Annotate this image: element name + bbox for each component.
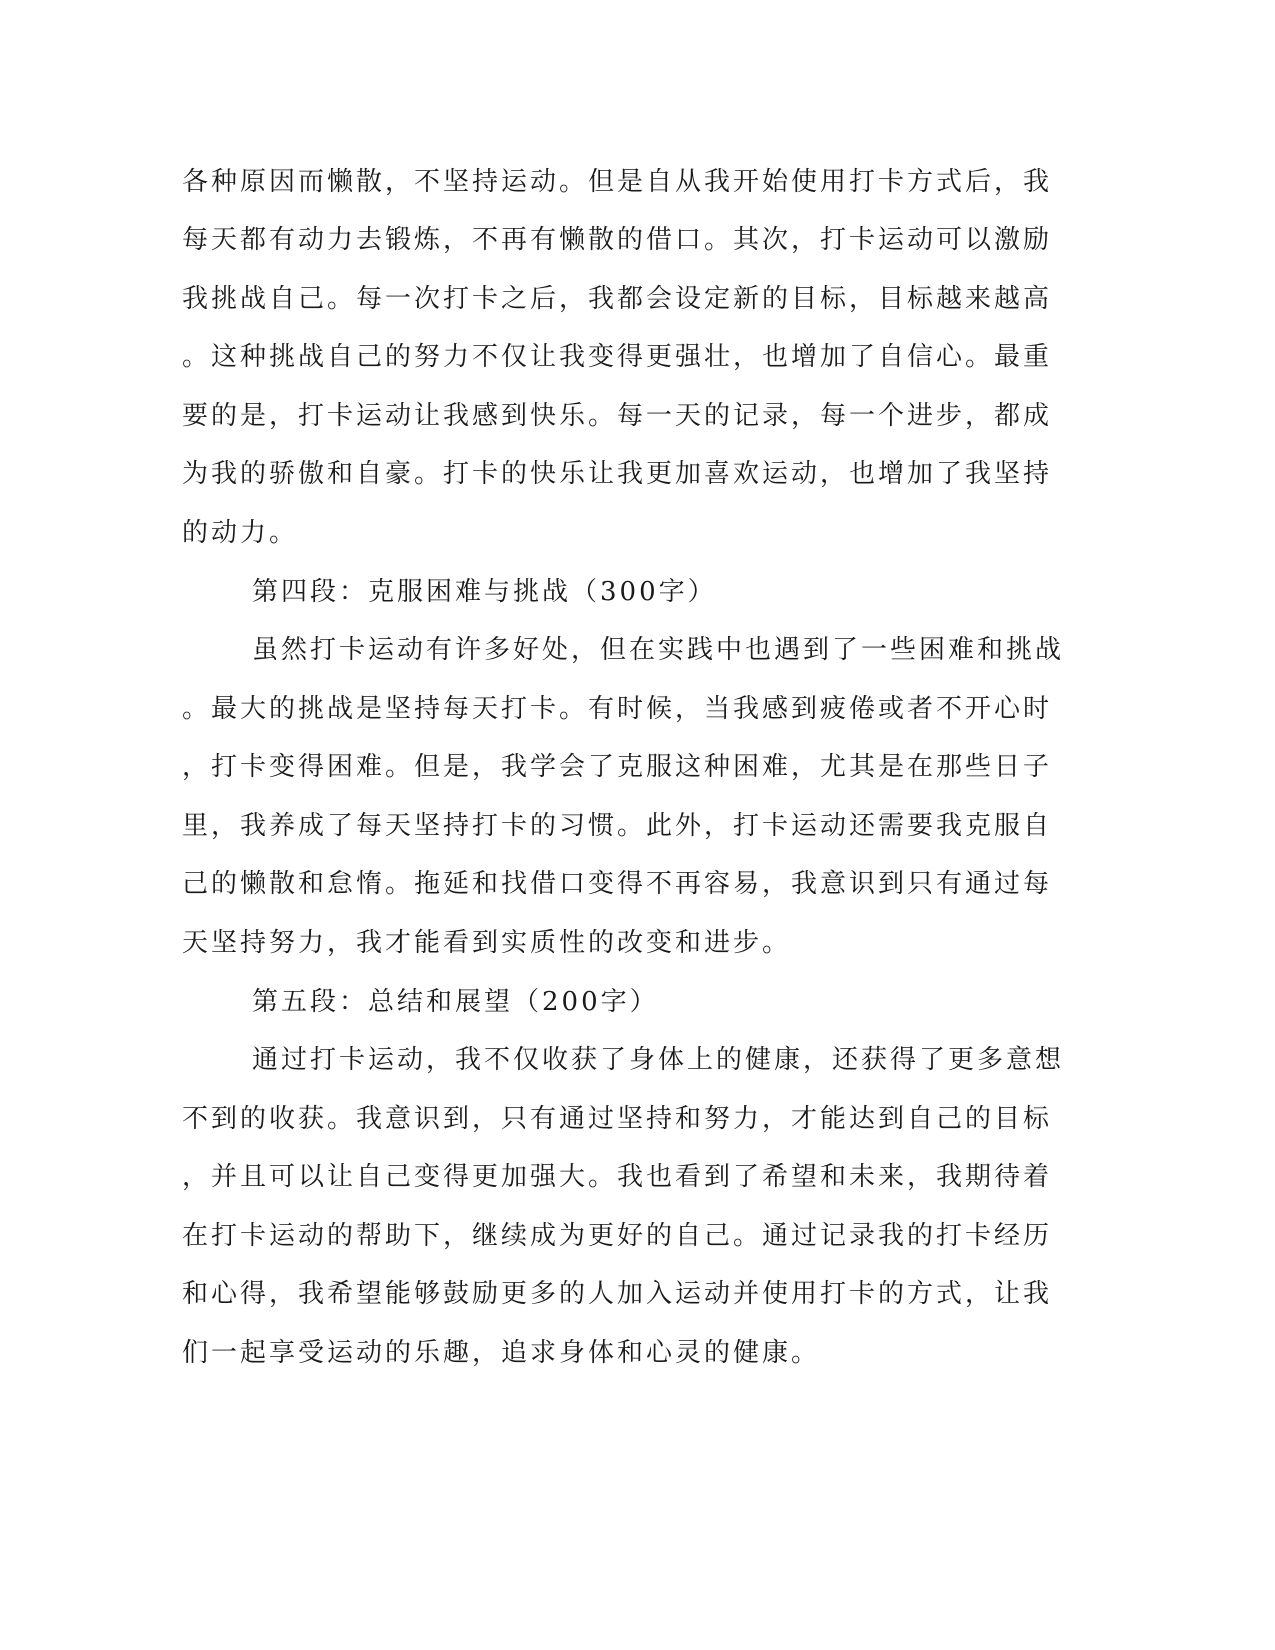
text-line: 的动力。 bbox=[182, 518, 299, 548]
text-line: 。这种挑战自己的努力不仅让我变得更强壮，也增加了自信心。最重 bbox=[182, 342, 1053, 372]
text-line: ，并且可以让自己变得更加强大。我也看到了希望和未来，我期待着 bbox=[182, 1162, 1053, 1192]
paragraph-first-line: 虽然打卡运动有许多好处，但在实践中也遇到了一些困难和挑战 bbox=[252, 635, 1065, 665]
text-line: 天坚持努力，我才能看到实质性的改变和进步。 bbox=[182, 928, 792, 958]
text-line: 不到的收获。我意识到，只有通过坚持和努力，才能达到自己的目标 bbox=[182, 1104, 1053, 1134]
text-line: 己的懒散和怠惰。拖延和找借口变得不再容易，我意识到只有通过每 bbox=[182, 869, 1053, 899]
text-line: 各种原因而懒散，不坚持运动。但是自从我开始使用打卡方式后，我 bbox=[182, 167, 1053, 197]
text-line: 每天都有动力去锻炼，不再有懒散的借口。其次，打卡运动可以激励 bbox=[182, 225, 1053, 255]
text-line: ，打卡变得困难。但是，我学会了克服这种困难，尤其是在那些日子 bbox=[182, 752, 1053, 782]
text-line: 和心得，我希望能够鼓励更多的人加入运动并使用打卡的方式，让我 bbox=[182, 1279, 1053, 1309]
text-line: 里，我养成了每天坚持打卡的习惯。此外，打卡运动还需要我克服自 bbox=[182, 811, 1053, 841]
text-line: 们一起享受运动的乐趣，追求身体和心灵的健康。 bbox=[182, 1338, 821, 1368]
text-line: 我挑战自己。每一次打卡之后，我都会设定新的目标，目标越来越高 bbox=[182, 284, 1053, 314]
text-line: 要的是，打卡运动让我感到快乐。每一天的记录，每一个进步，都成 bbox=[182, 401, 1053, 431]
section-heading-4: 第四段：克服困难与挑战（300字） bbox=[252, 577, 717, 607]
text-line: 为我的骄傲和自豪。打卡的快乐让我更加喜欢运动，也增加了我坚持 bbox=[182, 459, 1053, 489]
paragraph-first-line: 通过打卡运动，我不仅收获了身体上的健康，还获得了更多意想 bbox=[252, 1045, 1065, 1075]
text-line: 。最大的挑战是坚持每天打卡。有时候，当我感到疲倦或者不开心时 bbox=[182, 694, 1053, 724]
text-line: 在打卡运动的帮助下，继续成为更好的自己。通过记录我的打卡经历 bbox=[182, 1221, 1053, 1251]
section-heading-5: 第五段：总结和展望（200字） bbox=[252, 987, 659, 1017]
